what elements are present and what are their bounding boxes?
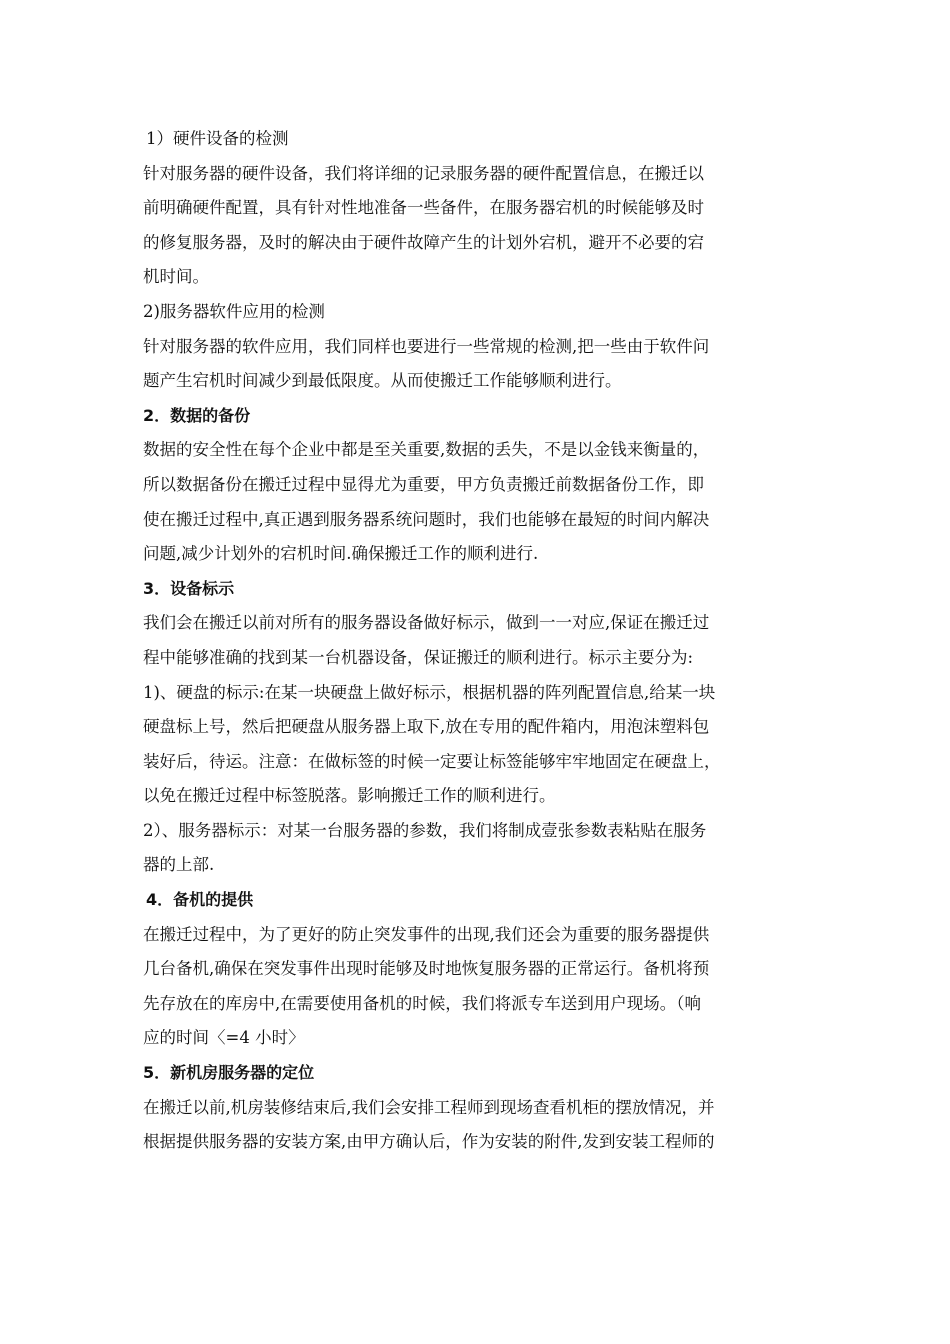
section-heading-standby-machines: 4．备机的提供 — [146, 890, 254, 910]
paragraph-line: 在搬迁过程中，为了更好的防止突发事件的出现,我们还会为重要的服务器提供 — [143, 924, 710, 944]
paragraph-line: 在搬迁以前,机房装修结束后,我们会安排工程师到现场查看机柜的摆放情况，并 — [143, 1097, 715, 1117]
paragraph-line: 使在搬迁过程中,真正遇到服务器系统问题时，我们也能够在最短的时间内解决 — [143, 509, 710, 529]
paragraph-line: 问题,减少计划外的宕机时间.确保搬迁工作的顺利进行. — [143, 544, 539, 564]
paragraph-line: 程中能够准确的找到某一台机器设备，保证搬迁的顺利进行。标示主要分为: — [143, 647, 694, 667]
paragraph-line: 装好后，待运。注意：在做标签的时候一定要让标签能够牢牢地固定在硬盘上， — [143, 751, 721, 771]
paragraph-line: 前明确硬件配置，具有针对性地准备一些备件，在服务器宕机的时候能够及时 — [143, 198, 704, 218]
section-heading-new-server-room: 5．新机房服务器的定位 — [143, 1063, 315, 1083]
paragraph-line: 机时间。 — [143, 267, 209, 287]
paragraph-line: 硬盘标上号，然后把硬盘从服务器上取下,放在专用的配件箱内，用泡沫塑料包 — [143, 717, 710, 737]
paragraph-line: 我们会在搬迁以前对所有的服务器设备做好标示，做到一一对应,保证在搬迁过 — [143, 613, 710, 633]
subheading-software-check: 2)服务器软件应用的检测 — [143, 301, 325, 321]
subheading-hardware-check: 1）硬件设备的检测 — [146, 129, 289, 148]
section-heading-data-backup: 2．数据的备份 — [143, 405, 251, 425]
paragraph-line: 的修复服务器，及时的解决由于硬件故障产生的计划外宕机，避开不必要的宕 — [143, 232, 704, 252]
paragraph-line: 应的时间〈=4 小时〉 — [143, 1028, 305, 1048]
paragraph-line: 题产生宕机时间减少到最低限度。从而使搬迁工作能够顺利进行。 — [143, 371, 622, 391]
paragraph-line: 器的上部. — [143, 855, 215, 875]
paragraph-line: 2）、服务器标示：对某一台服务器的参数，我们将制成壹张参数表粘贴在服务 — [143, 820, 707, 840]
paragraph-line: 1)、硬盘的标示:在某一块硬盘上做好标示，根据机器的阵列配置信息,给某一块 — [143, 682, 716, 702]
paragraph-line: 针对服务器的软件应用，我们同样也要进行一些常规的检测,把一些由于软件问 — [143, 336, 710, 356]
paragraph-line: 数据的安全性在每个企业中都是至关重要,数据的丢失，不是以金钱来衡量的， — [143, 440, 710, 460]
paragraph-line: 针对服务器的硬件设备，我们将详细的记录服务器的硬件配置信息，在搬迁以 — [143, 163, 704, 183]
paragraph-line: 先存放在的库房中,在需要使用备机的时候，我们将派专车送到用户现场。（响 — [143, 993, 701, 1013]
paragraph-line: 所以数据备份在搬迁过程中显得尤为重要，甲方负责搬迁前数据备份工作，即 — [143, 474, 704, 494]
document-body — [143, 122, 815, 1160]
paragraph-line: 根据提供服务器的安装方案,由甲方确认后，作为安装的附件,发到安装工程师的 — [143, 1132, 715, 1152]
paragraph-line: 以免在搬迁过程中标签脱落。影响搬迁工作的顺利进行。 — [143, 786, 556, 806]
section-heading-device-labeling: 3．设备标示 — [143, 578, 235, 598]
paragraph-line: 几台备机,确保在突发事件出现时能够及时地恢复服务器的正常运行。备机将预 — [143, 959, 710, 979]
